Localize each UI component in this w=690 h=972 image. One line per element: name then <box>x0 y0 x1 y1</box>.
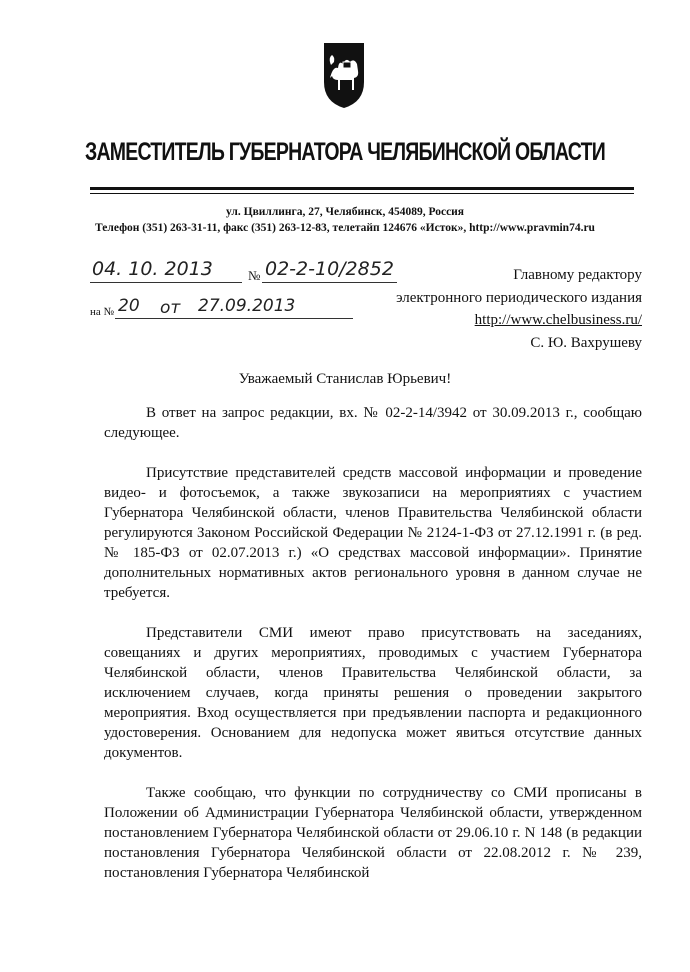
contacts-line: Телефон (351) 263-31-11, факс (351) 263-12-83, телетайп 124676 «Исток», http://www.pravmin74.ru <box>95 222 595 234</box>
addressee-position: Главному редактору <box>513 267 642 283</box>
reference-label: на № <box>90 306 115 318</box>
date-underline <box>90 282 242 283</box>
body-paragraph: Представители СМИ имеют право присутствовать на заседаниях, совещаниях и других мероприятиях, проводимых с участием Губернатора Челябинской области, членов Правительства Челябинской области, за исключением случаев, когда приняты решения о проведении закрытого мероприятия. Вход осуществляется при предъявлении паспорта и редакционного удостоверения. Основанием для недопуска может явиться отсутствие данных документов. <box>104 625 642 761</box>
reference-date: 27.09.2013 <box>198 296 296 316</box>
number-underline <box>262 282 397 283</box>
outgoing-date: 04. 10. 2013 <box>92 258 213 280</box>
body-paragraph: В ответ на запрос редакции, вх. № 02-2-14/3942 от 30.09.2013 г., сообщаю следующее. <box>104 405 642 441</box>
letter-body <box>104 403 642 883</box>
reference-from: от <box>160 298 181 318</box>
addressee-outlet: электронного периодического издания <box>396 289 642 306</box>
document-title: ЗАМЕСТИТЕЛЬ ГУБЕРНАТОРА ЧЕЛЯБИНСКОЙ ОБЛАСТИ <box>85 138 605 166</box>
sender-address <box>0 204 690 236</box>
body-paragraph: Также сообщаю, что функции по сотрудничеству со СМИ прописаны в Положении об Администрации Губернатора Челябинской области, утвержденном постановлением Губернатора Челябинской области от 29.06.10 г. N 148 (в редакции постановления Губернатора Челябинской области от 22.08.2012 г. № 239, постановления Губернатора Челябинской <box>104 785 642 881</box>
addressee-block <box>396 264 642 354</box>
greeting: Уважаемый Станислав Юрьевич! <box>238 371 452 387</box>
coat-of-arms-emblem <box>321 40 367 110</box>
header-rule-thick <box>90 187 634 190</box>
header-rule-thin <box>90 193 634 194</box>
reference-underline <box>115 318 353 319</box>
addressee-name: С. Ю. Вахрушеву <box>530 334 642 351</box>
outgoing-number: 02-2-10/2852 <box>265 258 394 280</box>
address-line: ул. Цвиллинга, 27, Челябинск, 454089, Россия <box>225 206 465 218</box>
reference-number: 20 <box>118 296 140 316</box>
number-label: № <box>248 268 261 283</box>
addressee-link[interactable]: http://www.chelbusiness.ru/ <box>474 312 642 328</box>
body-paragraph: Присутствие представителей средств массовой информации и проведение видео- и фотосъемок, а также звукозаписи на мероприятиях с участием Губернатора Челябинской области, членов Правительства Челябинской области регулируются Законом Российской Федерации № 2124-1-ФЗ от 27.12.1991 г. (в ред. № 185-ФЗ от 02.07.2013 г.) «О средствах массовой информации». Принятие дополнительных нормативных актов регионального уровня в данном случае не требуется. <box>104 465 642 601</box>
